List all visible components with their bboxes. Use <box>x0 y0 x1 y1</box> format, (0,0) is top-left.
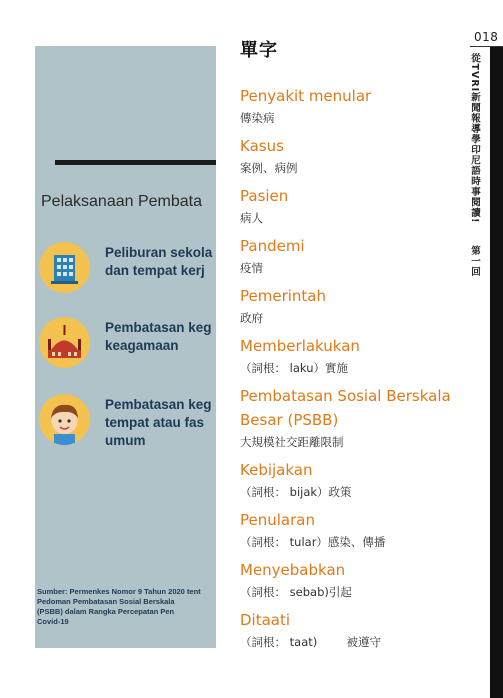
vocab-meaning: （詞根： taat) 被遵守 <box>240 635 381 649</box>
vocab-word: Ditaati <box>240 611 291 629</box>
infographic-title: Pelaksanaan Pembata <box>41 193 202 210</box>
vocab-meaning: 疫情 <box>240 261 263 275</box>
infographic-divider <box>55 160 216 165</box>
vocab-entry <box>240 234 460 278</box>
vocab-entry <box>240 84 460 128</box>
vocab-meaning: 大規模社交距離限制 <box>240 435 344 449</box>
infographic-item-text: Pembatasan keg tempat atau fas umum <box>105 397 212 448</box>
vocab-word: Memberlakukan <box>240 337 360 355</box>
infographic-panel <box>35 46 216 648</box>
vocab-meaning: （詞根： tular）感染、傳播 <box>240 535 386 549</box>
vocab-entry <box>240 508 460 552</box>
infographic-item-school <box>39 242 216 302</box>
vocab-entry <box>240 558 460 602</box>
office-building-icon <box>39 242 90 293</box>
side-tab-bar <box>490 47 503 698</box>
infographic-item-text: Peliburan sekola dan tempat kerj <box>105 245 213 278</box>
page-number: 018 <box>474 30 499 44</box>
vocab-word: Pemerintah <box>240 287 327 305</box>
vocab-entry <box>240 334 460 378</box>
vocab-meaning: 病人 <box>240 211 263 225</box>
vocab-meaning: 傳染病 <box>240 111 275 125</box>
running-title <box>467 53 481 277</box>
source-text: Permenkes Nomor 9 Tahun 2020 tent Pedoman Pembatasan Sosial Berskala (PSBB) dalam Rangka Percepatan Pen Covid-19 <box>37 587 201 626</box>
vocab-entry <box>240 284 460 328</box>
vocab-word: Kebijakan <box>240 461 313 479</box>
chapter-label: 第一回 <box>469 245 480 278</box>
vocab-entry <box>240 184 460 228</box>
vocab-entry <box>240 608 460 652</box>
vocab-word: Pandemi <box>240 237 305 255</box>
infographic-item-religious <box>39 317 216 377</box>
vocab-meaning: （詞根： bijak）政策 <box>240 485 352 499</box>
infographic-source <box>37 587 216 627</box>
vocab-word: Menyebabkan <box>240 561 346 579</box>
vocab-word: Pasien <box>240 187 289 205</box>
vocab-entry <box>240 134 460 178</box>
person-face-icon <box>39 394 90 445</box>
vocabulary-section <box>240 36 460 658</box>
vocab-entry <box>240 458 460 502</box>
vocab-meaning: （詞根： sebab)引起 <box>240 585 352 599</box>
source-label: Sumber: <box>37 587 68 596</box>
infographic-item-public <box>39 394 216 454</box>
vocab-meaning: （詞根： laku）實施 <box>240 361 348 375</box>
vocabulary-heading: 單字 <box>240 40 278 61</box>
infographic-item-text: Pembatasan keg keagamaan <box>105 320 212 353</box>
running-title-text: 從TVRI新聞報導學印尼語時事閱讀! <box>469 53 480 224</box>
vocab-word: Pembatasan Sosial Berskala Besar (PSBB) <box>240 387 451 429</box>
vocab-entry <box>240 384 460 452</box>
vocab-word: Penyakit menular <box>240 87 372 105</box>
mosque-icon <box>39 317 90 368</box>
vocab-meaning: 政府 <box>240 311 263 325</box>
vocab-meaning: 案例、病例 <box>240 161 298 175</box>
vocab-word: Kasus <box>240 137 284 155</box>
vocab-word: Penularan <box>240 511 315 529</box>
